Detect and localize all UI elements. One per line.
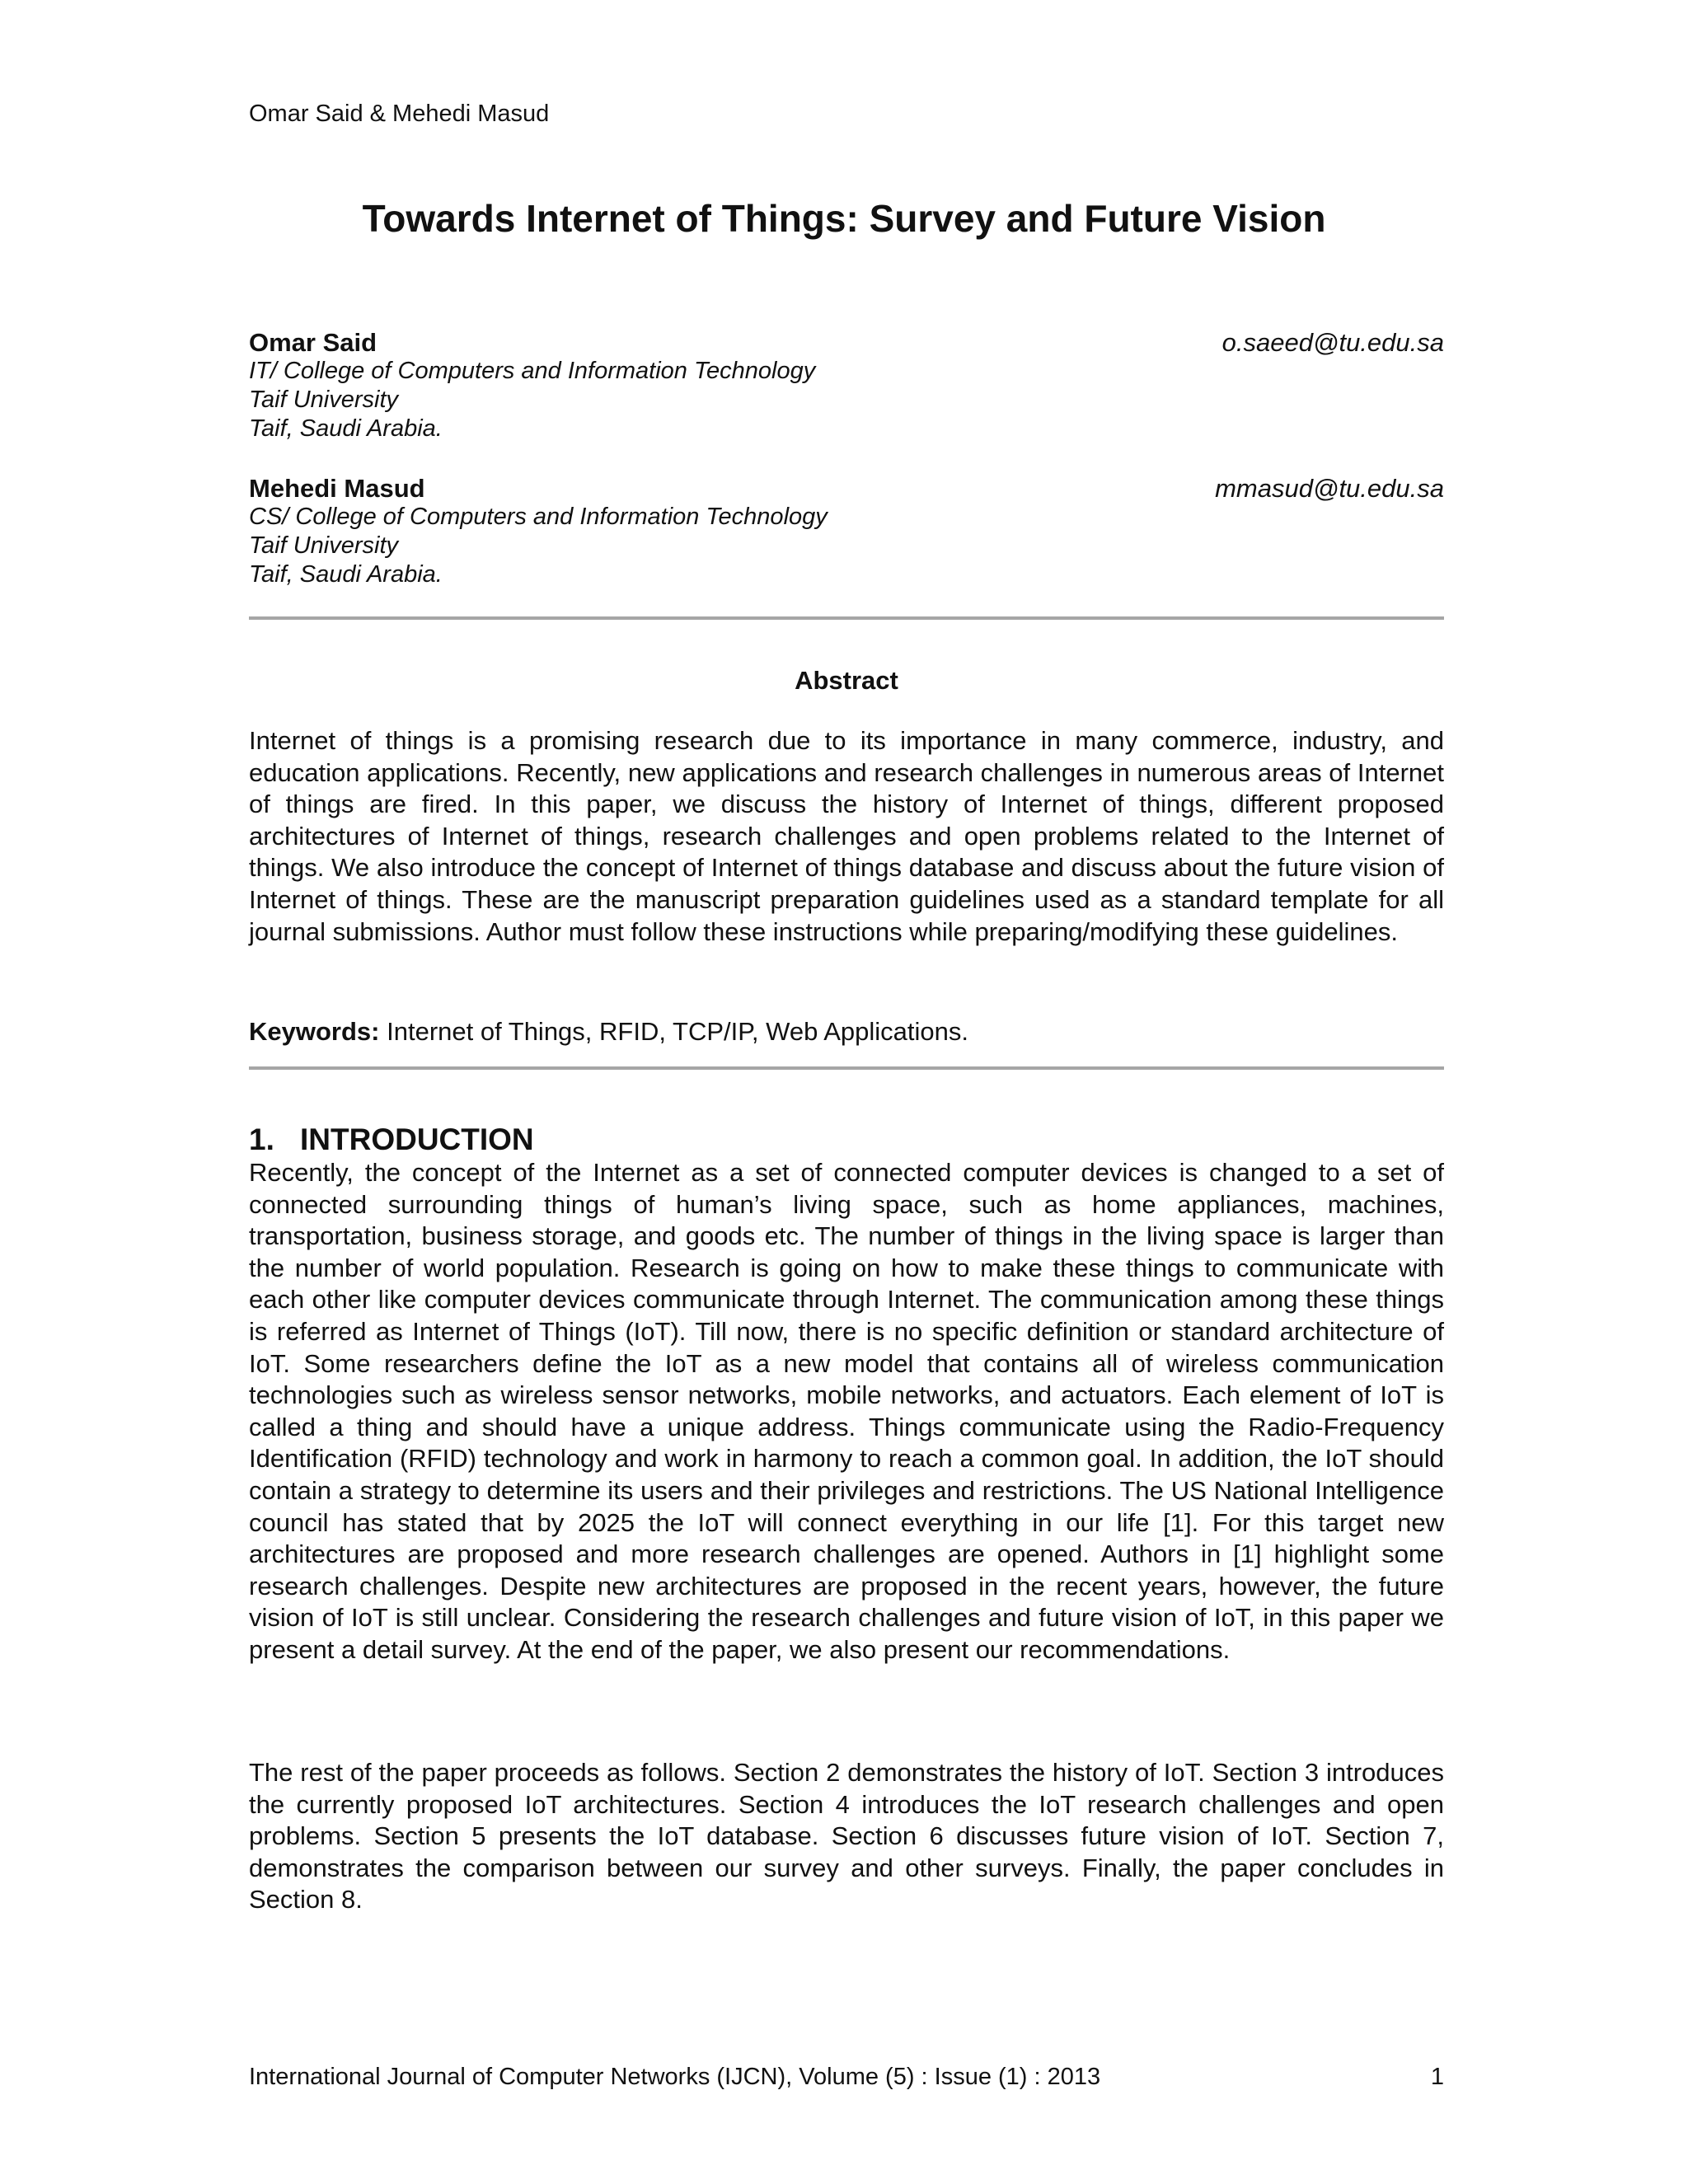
page-number: 1 bbox=[1430, 2064, 1444, 2090]
affiliation-line: IT/ College of Computers and Information Technology bbox=[249, 358, 816, 384]
affiliation-line: Taif, Saudi Arabia. bbox=[249, 561, 443, 588]
divider-rule bbox=[249, 616, 1444, 620]
page-footer bbox=[249, 2064, 1444, 2091]
keywords-text: Internet of Things, RFID, TCP/IP, Web Applications. bbox=[387, 1017, 968, 1046]
keywords-label: Keywords: bbox=[249, 1017, 380, 1046]
keywords-line bbox=[249, 1017, 968, 1047]
author-name: Omar Said bbox=[249, 328, 377, 357]
author-block bbox=[249, 474, 1444, 589]
author-name: Mehedi Masud bbox=[249, 474, 425, 503]
section-title: INTRODUCTION bbox=[300, 1122, 534, 1156]
author-block bbox=[249, 328, 1444, 443]
author-email: mmasud@tu.edu.sa bbox=[1215, 474, 1444, 503]
body-paragraph: Recently, the concept of the Internet as a set of connected computer devices is changed to a set of connected surrounding things of human’s living space, such as home appliances, machines, transportation, business storage, and goods etc. The number of things in the living space is larger than the number of world population. Research is going on how to make these things to communicate with each other like computer devices communicate through Internet. The communication among these things is referred as Internet of Things (IoT). Till now, there is no specific definition or standard architecture of IoT. Some researchers define the IoT as a new model that contains all of wireless communication technologies such as wireless sensor networks, mobile networks, and actuators. Each element of IoT is called a thing and should have a unique address. Things communicate using the Radio-Frequency Identification (RFID) technology and work in harmony to reach a common goal. In addition, the IoT should contain a strategy to determine its users and their privileges and restrictions. The US National Intelligence council has stated that by 2025 the IoT will connect everything in our life [1]. For this target new architectures are proposed and more research challenges are opened. Authors in [1] highlight some research challenges. Despite new architectures are proposed in the recent years, however, the future vision of IoT is still unclear. Considering the research challenges and future vision of IoT, in this paper we present a detail survey. At the end of the paper, we also present our recommendations. bbox=[249, 1158, 1444, 1664]
affiliation-line: CS/ College of Computers and Information Technology bbox=[249, 504, 828, 530]
section-number: 1. bbox=[249, 1122, 274, 1156]
paper-title: Towards Internet of Things: Survey and Future Vision bbox=[362, 197, 1326, 240]
abstract-text: Internet of things is a promising research due to its importance in many commerce, industry, and education applications. Recently, new applications and research challenges in numerous areas of Internet of things are fired. In this paper, we discuss the history of Internet of things, different proposed architectures of Internet of things, research challenges and open problems related to the Internet of things. We also introduce the concept of Internet of things database and discuss about the future vision of Internet of things. These are the manuscript preparation guidelines used as a standard template for all journal submissions. Author must follow these instructions while preparing/modifying these guidelines. bbox=[249, 726, 1444, 946]
affiliation-line: Taif, Saudi Arabia. bbox=[249, 415, 443, 442]
footer-journal: International Journal of Computer Networks (IJCN), Volume (5) : Issue (1) : 2013 bbox=[249, 2064, 1101, 2090]
author-email: o.saeed@tu.edu.sa bbox=[1221, 328, 1444, 357]
affiliation-line: Taif University bbox=[249, 387, 399, 413]
abstract-heading: Abstract bbox=[795, 666, 898, 695]
affiliation-line: Taif University bbox=[249, 532, 399, 559]
running-head: Omar Said & Mehedi Masud bbox=[249, 101, 550, 127]
body-paragraph: The rest of the paper proceeds as follows. Section 2 demonstrates the history of IoT. Section 3 introduces the currently proposed IoT architectures. Section 4 introduces the IoT research challenges and open problems. Section 5 presents the IoT database. Section 6 discusses future vision of IoT. Section 7, demonstrates the comparison between our survey and other surveys. Finally, the paper concludes in Section 8. bbox=[249, 1758, 1444, 1915]
divider-rule bbox=[249, 1066, 1444, 1070]
section-heading bbox=[249, 1122, 534, 1157]
